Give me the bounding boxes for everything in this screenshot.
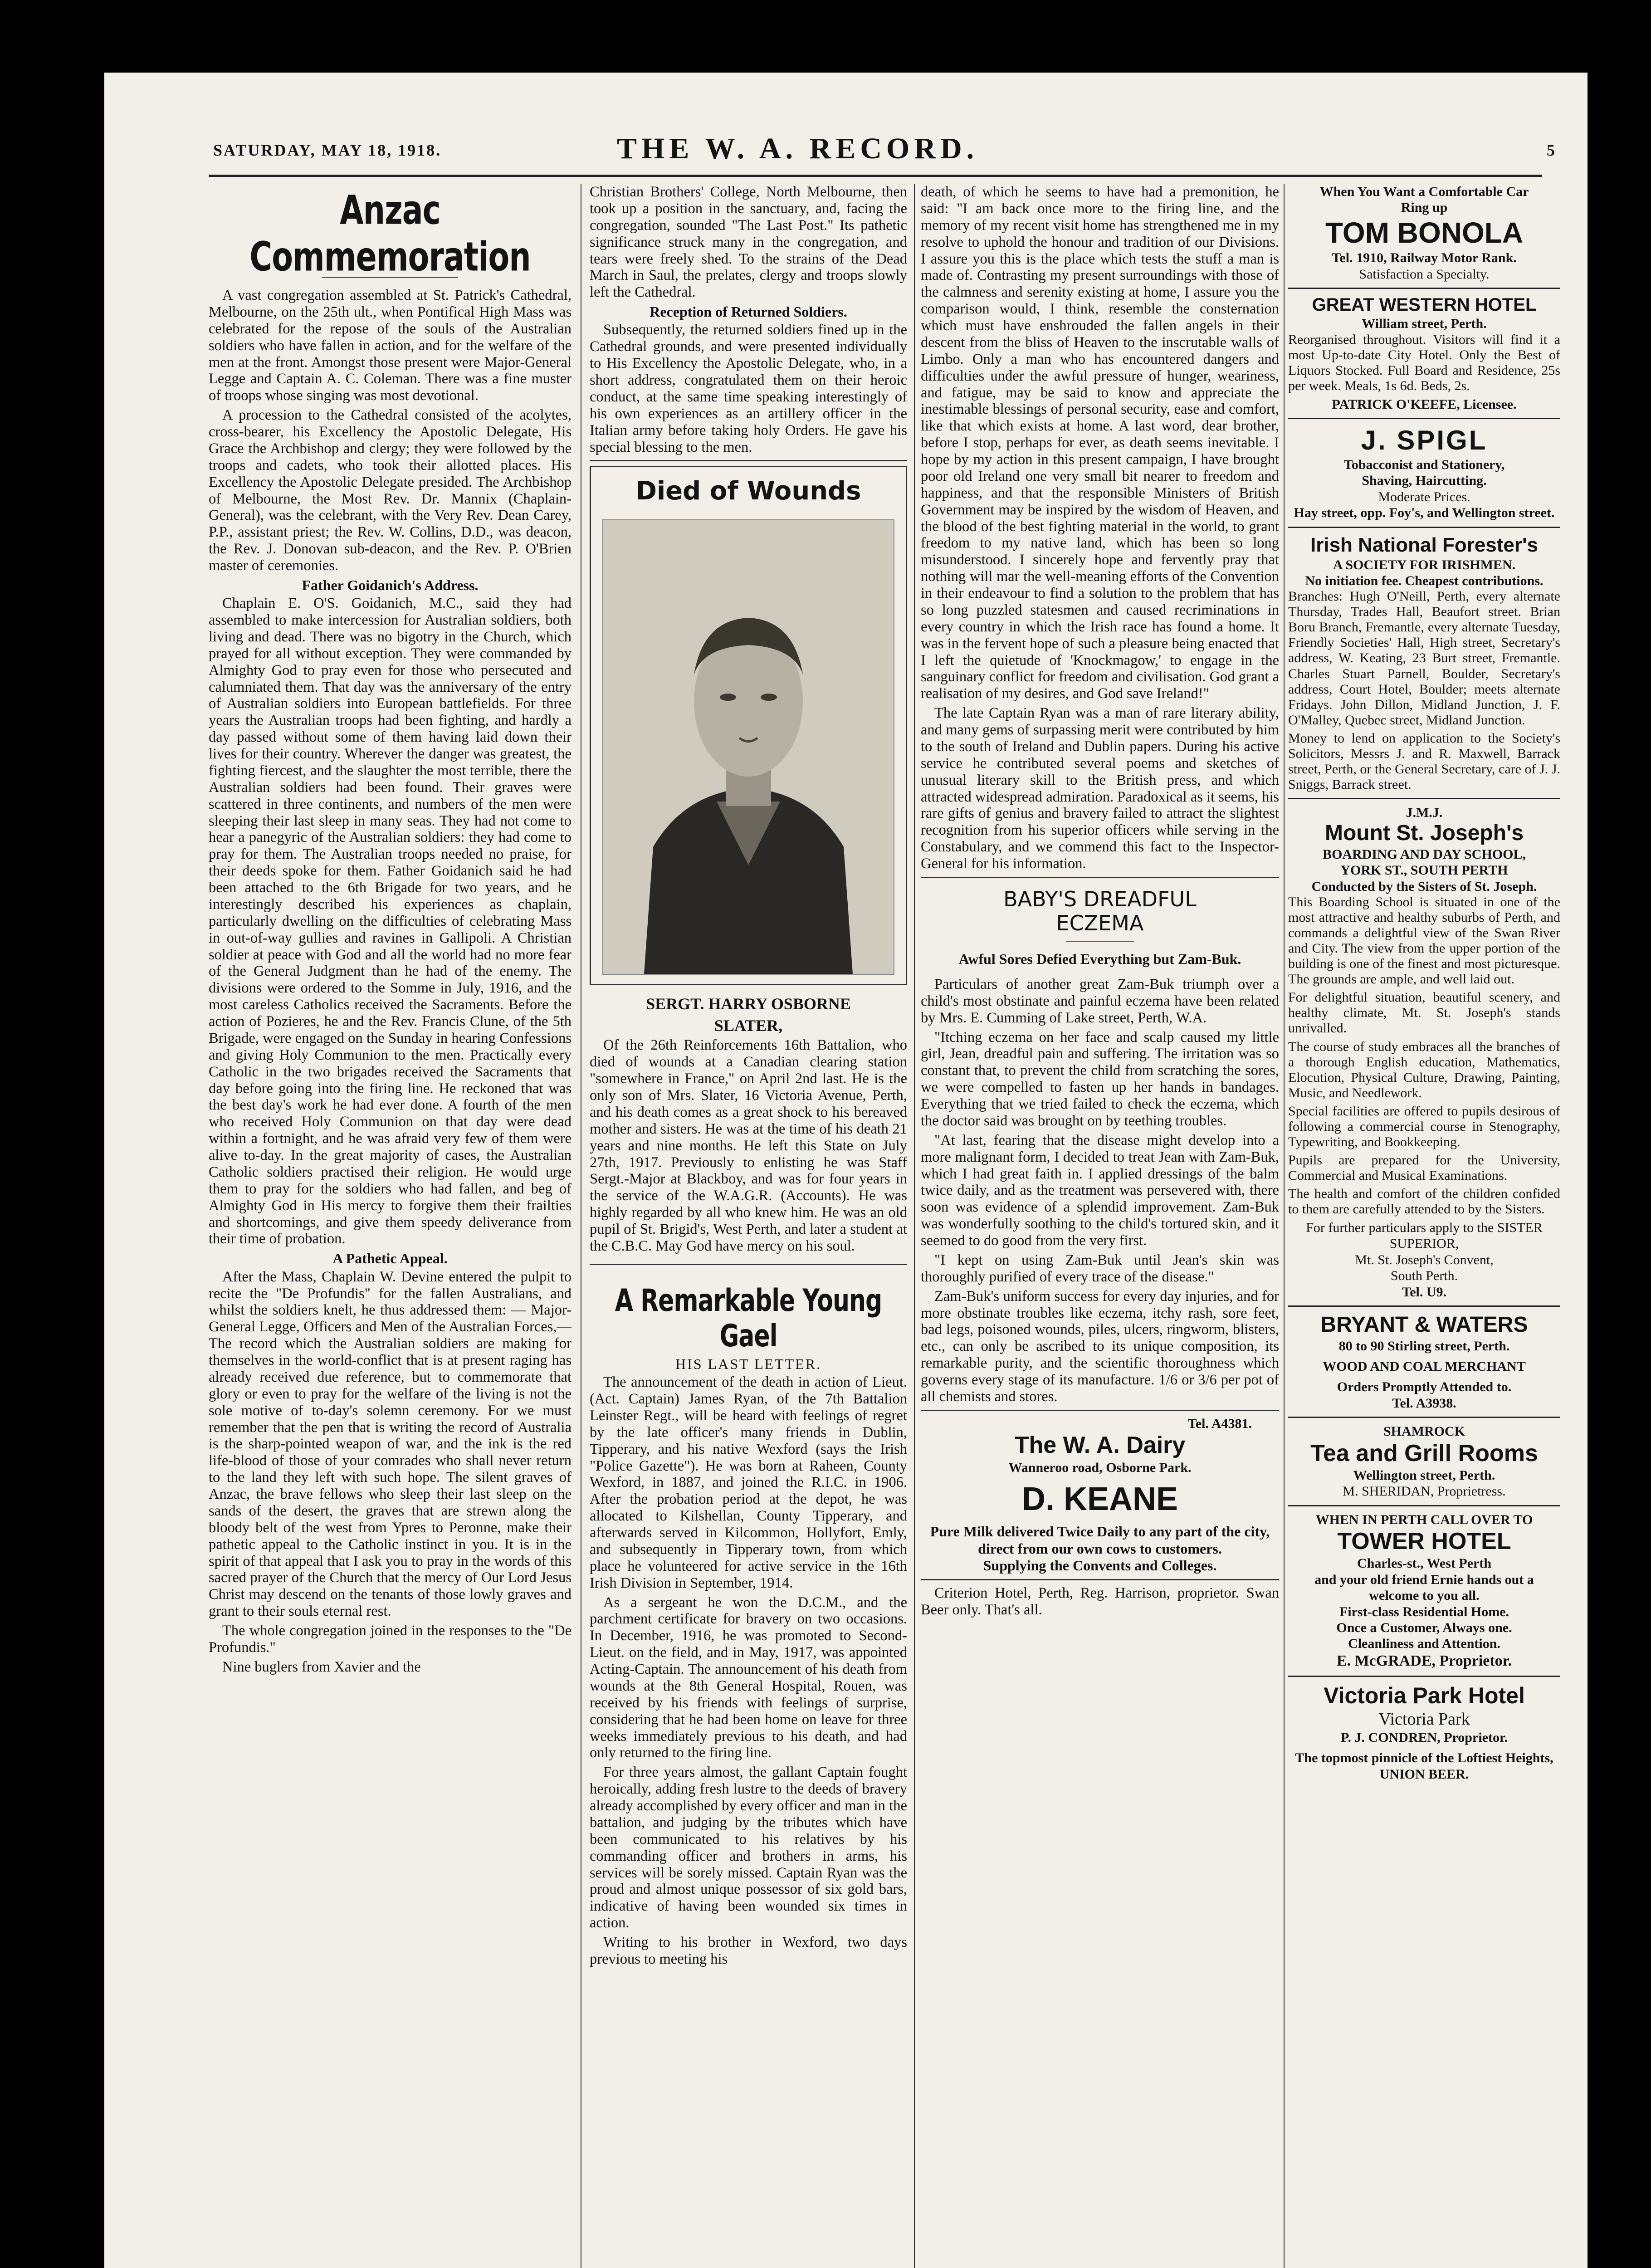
victoria-park-ad: [1288, 1682, 1560, 1782]
masthead-rule: [209, 175, 1542, 177]
spigl-ad: [1288, 425, 1560, 521]
anzac-paragraph: Nine buglers from Xavier and the: [222, 1658, 421, 1675]
issue-date: SATURDAY, MAY 18, 1918.: [213, 141, 442, 159]
anzac-subheading: Father Goidanich's Address.: [302, 577, 479, 593]
shamrock-prop: M. SHERIDAN, Proprietress.: [1343, 1484, 1506, 1499]
anzac-paragraph: A vast congregation assembled at St. Patrick's Cathedral, Melbourne, on the 25th ult., when Pontifical High Mass was celebrated for the repose of the souls of the Australian soldiers who have fallen in action, and for the welfare of the men at the front. Amongst those present were Major-General Legge and Captain A. C. Coleman. There was a fine muster of troops whose singing was most devotional.: [209, 287, 572, 404]
bryant-tel: Tel. A3938.: [1392, 1395, 1456, 1411]
column-4-ads: [1288, 184, 1560, 2268]
shamrock-line: SHAMROCK: [1383, 1424, 1465, 1439]
tower-line: WHEN IN PERTH CALL OVER TO: [1315, 1512, 1533, 1527]
bryant-address: 80 to 90 Stirling street, Perth.: [1338, 1338, 1510, 1354]
dairy-name: The W. A. Dairy: [1014, 1432, 1186, 1459]
ad-rule: [1288, 1505, 1560, 1506]
column-rule: [1284, 184, 1285, 2268]
bryant-line: Orders Promptly Attended to.: [1337, 1379, 1512, 1395]
dairy-address: Wanneroo road, Osborne Park.: [1008, 1460, 1192, 1475]
gael-title: A Remarkable Young Gael: [615, 1283, 882, 1354]
gael-subheading: HIS LAST LETTER.: [675, 1355, 822, 1372]
spigl-name: J. SPIGL: [1361, 425, 1488, 456]
anzac-subheading: Reception of Returned Soldiers.: [650, 303, 847, 320]
ad-rule: [1288, 1305, 1560, 1307]
ad-rule: [1288, 527, 1560, 528]
mtj-paragraph: This Boarding School is situated in one of the most attractive and healthy suburbs of Perth, and commands a delightful view of the Swan River and City. The view from the upper portion of the building is one of the finest and most picturesque. The grounds are ample, and well laid out.: [1288, 894, 1560, 987]
mtj-paragraph: Pupils are prepared for the University, Commercial and Musical Examinations.: [1288, 1152, 1560, 1183]
spigl-line: Moderate Prices.: [1378, 489, 1470, 504]
eczema-title-line: BABY'S DREADFUL: [1003, 886, 1197, 911]
eczema-paragraph: Particulars of another great Zam-Buk triumph over a child's most obstinate and painful eczema have been related by Mrs. E. Cumming of Lake street, Perth, W.A.: [921, 976, 1279, 1026]
bonola-ad: [1288, 184, 1560, 282]
column-rule: [914, 184, 915, 2268]
tower-name: TOWER HOTEL: [1337, 1528, 1511, 1555]
gwh-address: William street, Perth.: [1362, 316, 1487, 332]
spigl-line: Shaving, Haircutting.: [1362, 473, 1487, 489]
bonola-tel: Tel. 1910, Railway Motor Rank.: [1332, 250, 1517, 266]
soldier-name-2: SLATER,: [714, 1017, 783, 1035]
column-3: [921, 184, 1279, 2268]
column-1: [209, 184, 572, 2268]
anzac-paragraph: After the Mass, Chaplain W. Devine entered the pulpit to recite the "De Profundis" for the fallen Australians, and whilst the soldiers knelt, he thus addressed them: — Major-General Legge, Officers and Men of the Australian Forces,—The record which the Australian soldiers are making for themselves in the world-conflict that is at present raging has already received due reference, but to commemorate that glory or even to pray for the welfare of the living is not the sole motive of to-day's solemn ceremony. For we must remember that the pen that is writing the record of Australia is the sharp-pointed weapon of war, and the ink is the red life-blood of those of your comrades who shall never return to the land they left with such hope. The silent graves of Anzac, the brave fellows who sleep their last sleep on the sands of the desert, the graves that are strewn along the bloody belt of the west from Ypres to Peronne, make their pathetic appeal to the Catholic instinct in you. It is in the spirit of that appeal that I ask you to pray in the words of this sacred prayer of the Church that the mercy of Our Lord Jesus Christ may descend on the tenants of those lowly graves and grant to their souls eternal rest.: [209, 1268, 572, 1620]
column-2: [590, 184, 907, 2268]
ad-rule: [1288, 798, 1560, 799]
tower-line: and your old friend Ernie hands out a welcome to you all.: [1314, 1572, 1534, 1603]
portrait-illustration: [603, 520, 894, 974]
great-western-ad: [1288, 294, 1560, 412]
eczema-paragraph: "At last, fearing that the disease might develop into a more malignant form, I decided to treat Jean with Zam-Buk, which I had great faith in. I applied dressings of the balm twice daily, and as the treatment was persevered with, there soon was evidence of a splendid improvement. Zam-Buk was wonderfully soothing to the child's tortured skin, and it seemed to do good from the very first.: [921, 1132, 1279, 1249]
anzac-title: Anzac Commemoration: [249, 187, 531, 281]
dairy-delivery: Pure Milk delivered Twice Daily to any part of the city, direct from our own cows to customers.: [930, 1523, 1270, 1557]
victoria-name: Victoria Park Hotel: [1324, 1682, 1525, 1708]
died-of-wounds-box: [590, 466, 907, 985]
eczema-paragraph: Zam-Buk's uniform success for every day injuries, and for more obstinate troubles like eczema, itchy rash, sore feet, bad legs, poisoned wounds, piles, ulcers, ringworm, blisters, etc., can only be ascribed to its unique composition, its remarkable purity, and the scientific thoroughness which governs every stage of its manufacture. 1/6 or 3/6 per pot of all chemists and stores.: [921, 1288, 1279, 1405]
mtj-line: South Perth.: [1390, 1268, 1458, 1284]
foresters-ad: [1288, 533, 1560, 792]
anzac-continued: Christian Brothers' College, North Melbourne, then took up a position in the sanctuary, and, facing the congregation, sounded "The Last Post." Its pathetic significance struck many in the congregation, and tears were freely shed. To the strains of the Dead March in Saul, the prelates, clergy and troops slowly left the Cathedral.: [590, 184, 907, 301]
mtj-paragraph: Special facilities are offered to pupils desirous of following a commercial course in Stenography, Typewriting, and Bookkeeping.: [1288, 1103, 1560, 1149]
ad-rule: [1288, 1417, 1560, 1418]
tower-address: Charles-st., West Perth: [1357, 1556, 1492, 1571]
mtj-line: Conducted by the Sisters of St. Joseph.: [1311, 879, 1537, 894]
mtj-paragraph: The course of study embraces all the branches of a thorough English education, Mathematics, Elocution, Physical Culture, Drawing, Painting, Music, and Needlework.: [1288, 1039, 1560, 1100]
newspaper-title: THE W. A. RECORD.: [617, 132, 979, 165]
foresters-money: Money to lend on application to the Society's Solicitors, Messrs J. and R. Maxwell, Barrack street, Perth, or the General Secretary, care of J. J. Sniggs, Barrack street.: [1288, 730, 1560, 792]
victoria-line: UNION BEER.: [1379, 1766, 1469, 1782]
gael-paragraph: The announcement of the death in action of Lieut. (Act. Captain) James Ryan, of the 7th Battalion Leinster Regt., will be heard with feelings of regret by the late officer's many friends in Dublin, Tipperary, and his native Wexford (says the Irish "Police Gazette"). He was born at Raheen, County Wexford, in 1887, and joined the R.I.C. in 1906. After the probation period at the depot, he was allocated to Kilshellan, County Tipperary, and afterwards served in Kilcommon, Hollyfort, Emly, and subsequently in Tipperary town, from which place he volunteered for active service in the 16th Irish Division in September, 1914.: [590, 1374, 907, 1591]
title-rule: [1066, 941, 1134, 942]
bryant-line: WOOD AND COAL MERCHANT: [1323, 1359, 1526, 1374]
gael-paragraph: The late Captain Ryan was a man of rare literary ability, and many gems of surpassing merit were contributed by him to the south of Ireland and Dublin papers. During his active service he contributed several poems and sketches of unusual literary skill to the British press, and which attracted widespread admiration. Paradoxical as it seems, his rare gifts of genius and bravery failed to attract the slightest recognition from his superior officers while serving in the Constabulary, and we commend this fact to the Inspector-General for his information.: [921, 705, 1279, 872]
bonola-line: Ring up: [1401, 200, 1448, 215]
tower-ad: [1288, 1512, 1560, 1670]
victoria-prop: P. J. CONDREN, Proprietor.: [1340, 1730, 1508, 1745]
gwh-name: GREAT WESTERN HOTEL: [1312, 295, 1537, 315]
section-rule: [590, 460, 907, 461]
shamrock-name: Tea and Grill Rooms: [1310, 1440, 1538, 1466]
anzac-subheading: A Pathetic Appeal.: [332, 1250, 448, 1267]
masthead: [104, 73, 1588, 165]
gwh-licensee: PATRICK O'KEEFE, Licensee.: [1332, 396, 1517, 412]
died-body: Of the 26th Reinforcements 16th Battalion, who died of wounds at a Canadian clearing station "somewhere in France," on April 2nd last. He is the only son of Mrs. Slater, 16 Victoria Avenue, Perth, and his death comes as a great shock to his bereaved mother and sisters. He was at the time of his death 21 years and nine months. He left this State on July 27th, 1917. Previously to enlisting he was Staff Sergt.-Major at Blackboy, and was for four years in the service of the W.A.G.R. (Accounts). He was highly regarded by all who knew him. He was an old pupil of St. Brigid's, West Perth, and later a student at the C.B.C. May God have mercy on his soul.: [590, 1037, 907, 1254]
mtj-paragraph: For delightful situation, beautiful scenery, and healthy climate, Mt. St. Joseph's stands unrivalled.: [1288, 990, 1560, 1036]
tower-line: First-class Residential Home.: [1339, 1604, 1509, 1619]
foresters-body: Branches: Hugh O'Neill, Perth, every alternate Thursday, Trades Hall, Beaufort street. Brian Boru Branch, Fremantle, every alternate Tuesday, Friendly Societies' Hall, High street, Secretary's address, W. Keating, 23 Burt street, Fremantle. Charles Stuart Parnell, Boulder, Secretary's address, Court Hotel, Boulder; meets alternate Fridays. John Dillon, Midland Junction, J. F. O'Malley, Quebec street, Midland Junction.: [1288, 589, 1560, 728]
anzac-paragraph: Chaplain E. O'S. Goidanich, M.C., said they had assembled to make intercession for Australian soldiers, both living and dead. There was no bigotry in the Church, which prayed for all without exception. They were commanded by Almighty God to pray even for those who persecuted and calumniated them. That day was the anniversary of the entry of Australian soldiers into European battlefields. For three years the Australian troops had been fighting, and hardly a day passed without some of them having laid down their lives for their country. Wherever the danger was greatest, the fighting fiercest, and the slaughter the most terrible, there the Australian soldiers had been found. Their graves were scattered in three continents, and numbers of the men were sleeping their last sleep in many seas. They had not come to hear a panegyric of the Australian soldiers: they had come to pray for them. The Australian troops needed no praise, for their deeds spoke for them. Father Goidanich said he had been attached to the 6th Brigade for two years, and he interestingly described his experiences as chaplain, particularly dwelling on the difficulties of celebrating Mass in out-of-way gullies and ravines in Gallipoli. A Christian soldier at peace with God and all the world had no more fear of the General Judgment than he had of the enemy. The divisions were ordered to the Somme in July, 1916, and the most careless Catholics received the Sacraments. Before the action of Pozieres, he and the Rev. Francis Clune, of the 5th Brigade, were engaged on the Sunday in hearing Confessions and giving Holy Communion to the men. Practically every Catholic in the two brigades received the Sacraments that day before going into the firing line. He reckoned that was the best day's work he had ever done. A fourth of the men who received Holy Communion on that day were dead within a fortnight, and he was afraid very few of them were alive to-day. In the great majority of cases, the Australian Catholic soldiers practised their religion. He would urge them to pray for the soldiers who had fallen, and beg of Almighty God in His mercy to forgive them their frailties and shortcomings, and give them speedy deliverance from their time of probation.: [209, 595, 572, 1247]
mtj-paragraph: The health and comfort of the children confided to them are carefully attended to by the Sisters.: [1288, 1186, 1560, 1217]
mtj-name: Mount St. Joseph's: [1324, 821, 1524, 846]
anzac-paragraph: A procession to the Cathedral consisted of the acolytes, cross-bearer, his Excellency the Apostolic Delegate, His Grace the Archbishop and clergy; they were followed by the troops and cadets, who took their allotted places. His Excellency the Apostolic Delegate presided. The Archbishop of Melbourne, the Most Rev. Dr. Mannix (Chaplain-General), was the celebrant, with the Very Rev. Dean Carey, P.P., assistant priest; the Rev. W. Collins, D.D., was deacon, the Rev. J. Donovan sub-deacon, and the Rev. P. O'Brien master of ceremonies.: [209, 407, 572, 574]
dairy-tel: Tel. A4381.: [1187, 1416, 1252, 1431]
mtj-jmj: J.M.J.: [1406, 805, 1443, 820]
section-rule: [590, 1264, 907, 1265]
dairy-owner: D. KEANE: [1021, 1481, 1178, 1517]
tower-line: Once a Customer, Always one.: [1336, 1620, 1512, 1635]
anzac-paragraph: The whole congregation joined in the responses to the "De Profundis.": [209, 1623, 572, 1656]
section-rule: [921, 1410, 1279, 1411]
shamrock-ad: [1288, 1423, 1560, 1500]
victoria-line: Victoria Park: [1378, 1709, 1470, 1729]
anzac-continued: Subsequently, the returned soldiers fined up in the Cathedral grounds, and were presented individually to His Excellency the Apostolic Delegate, who, in a short address, congratulated them on their heroic conduct, at the same time speaking interestingly of his own experiences as an artillery officer in the Italian army before taking holy Orders. He gave his special blessing to the men.: [590, 322, 907, 455]
foresters-line: No initiation fee. Cheapest contributions.: [1305, 573, 1544, 588]
spigl-line: Tobacconist and Stationery,: [1343, 457, 1505, 473]
bryant-name: BRYANT & WATERS: [1320, 1312, 1528, 1337]
tower-line: Cleanliness and Attention.: [1348, 1636, 1500, 1652]
gael-paragraph: For three years almost, the gallant Captain fought heroically, adding fresh lustre to the deeds of bravery already accomplished by every officer and man in the battalion, and judging by the tributes which have been communicated to his relatives by his commanding officer and brothers in arms, his services will be sorely missed. Captain Ryan was the proud and almost unique possessor of six gold bars, indicative of having been wounded six times in action.: [590, 1764, 907, 1931]
gwh-body: Reorganised throughout. Visitors will find it a most Up-to-date City Hotel. Only the Best of Liquors Stocked. Full Board and Residence, 25s per week. Meals, 1s 6d. Beds, 2s.: [1288, 332, 1560, 393]
ad-rule: [1288, 418, 1560, 419]
bonola-line: When You Want a Comfortable Car: [1319, 184, 1529, 199]
section-rule: [921, 1579, 1279, 1580]
soldier-portrait: [602, 519, 894, 975]
gael-letter: death, of which he seems to have had a premonition, he said: "I am back once more to the firing line, and the memory of my recent visit home has strengthened me in my resolve to uphold the honour and tradition of our Divisions. I assure you this is the place which tests the stuff a man is made of. Contrasting my present surroundings with those of the calmness and serenity existing at home, I assure you the comparison would, I think, resemble the consternation which must have enshrouded the fallen angels in their descent from the bliss of Heaven to the inscrutable walls of Limbo. Only a man who has encountered dangers and difficulties under the awful pressure of hunger, weariness, and fatigue, may be said to know and appreciate the inestimable blessings of personal security, ease and comfort, like that which exists at home. A last word, dear brother, before I stop, perhaps for ever, as death seems inevitable. I hope by my action in this present campaign, I have brought poor old Ireland one very small bit nearer to freedom and happiness, and that the responsible Ministers of British Government may be inspired by the wisdom of Heaven, and the blood of the best fighting material in the world, to grant freedom to my native land, which has been so long misunderstood. I sincerely hope and fervently pray that nothing will mar the well-meaning efforts of the Convention in their endeavour to find a solution to the problem that has so long puzzled statesmen and caused recriminations in every country in which the Irish race has found a home. It was in the fervent hope of such a pleasure being enacted that I left the quietude of 'Knockmagow,' to engage in the sanguinary conflict for freedom and civilisation. God grant a realisation of my desires, and God save Ireland!": [921, 184, 1279, 702]
dairy-ad: [921, 1416, 1279, 1574]
mtj-tel: Tel. U9.: [1402, 1284, 1447, 1300]
mtj-line: Mt. St. Joseph's Convent,: [1355, 1252, 1494, 1267]
bryant-ad: [1288, 1312, 1560, 1411]
ad-rule: [1288, 1676, 1560, 1677]
died-title: Died of Wounds: [635, 476, 861, 506]
shamrock-address: Wellington street, Perth.: [1353, 1467, 1495, 1483]
bonola-line: Satisfaction a Specialty.: [1359, 266, 1490, 282]
section-rule: [921, 877, 1279, 878]
gael-paragraph: Writing to his brother in Wexford, two days previous to meeting his: [590, 1934, 907, 1967]
eczema-title-line: ECZEMA: [1056, 910, 1144, 935]
eczema-paragraph: "Itching eczema on her face and scalp caused my little girl, Jean, dreadful pain and suffering. The irritation was so constant that, to prevent the child from scratching the sores, we were compelled to fasten up her hands in bandages. Everything that we tried failed to check the eczema, which the doctor said was brought on by teething troubles.: [921, 1029, 1279, 1129]
eczema-title: [921, 887, 1279, 935]
mtj-line: BOARDING AND DAY SCHOOL,: [1323, 846, 1526, 862]
mt-joseph-ad: [1288, 805, 1560, 1300]
victoria-line: The topmost pinnicle of the Loftiest Heights,: [1295, 1750, 1553, 1766]
soldier-name: SERGT. HARRY OSBORNE: [646, 995, 851, 1013]
criterion-ad: Criterion Hotel, Perth, Reg. Harrison, proprietor. Swan Beer only. That's all.: [921, 1585, 1279, 1618]
bonola-name: TOM BONOLA: [1325, 216, 1524, 249]
mtj-line: For further particulars apply to the SISTER SUPERIOR,: [1306, 1220, 1543, 1251]
dairy-supplying: Supplying the Convents and Colleges.: [983, 1557, 1217, 1574]
eczema-subheading: Awful Sores Defied Everything but Zam-Buk.: [958, 950, 1241, 967]
spigl-line: Hay street, opp. Foy's, and Wellington street.: [1294, 505, 1555, 521]
page-number: 5: [1547, 141, 1555, 159]
foresters-line: A SOCIETY FOR IRISHMEN.: [1333, 557, 1516, 572]
gael-paragraph: As a sergeant he won the D.C.M., and the parchment certificate for bravery on two occasions. In December, 1916, he was promoted to Second-Lieut. on the field, and in May, 1917, was appointed Acting-Captain. The announcement of his death from wounds at the 8th General Hospital, Rouen, was received by his friends with feelings of surprise, considering that he had been home on leave for three weeks immediately previous to his death, and had only returned to the firing line.: [590, 1594, 907, 1761]
ad-rule: [1288, 288, 1560, 289]
foresters-name: Irish National Forester's: [1310, 533, 1538, 556]
mtj-line: YORK ST., SOUTH PERTH: [1340, 863, 1508, 878]
eczema-paragraph: "I kept on using Zam-Buk until Jean's skin was thoroughly purified of every trace of the disease.": [921, 1251, 1279, 1285]
tower-prop: E. McGRADE, Proprietor.: [1336, 1652, 1512, 1669]
newspaper-page: [104, 73, 1588, 2268]
